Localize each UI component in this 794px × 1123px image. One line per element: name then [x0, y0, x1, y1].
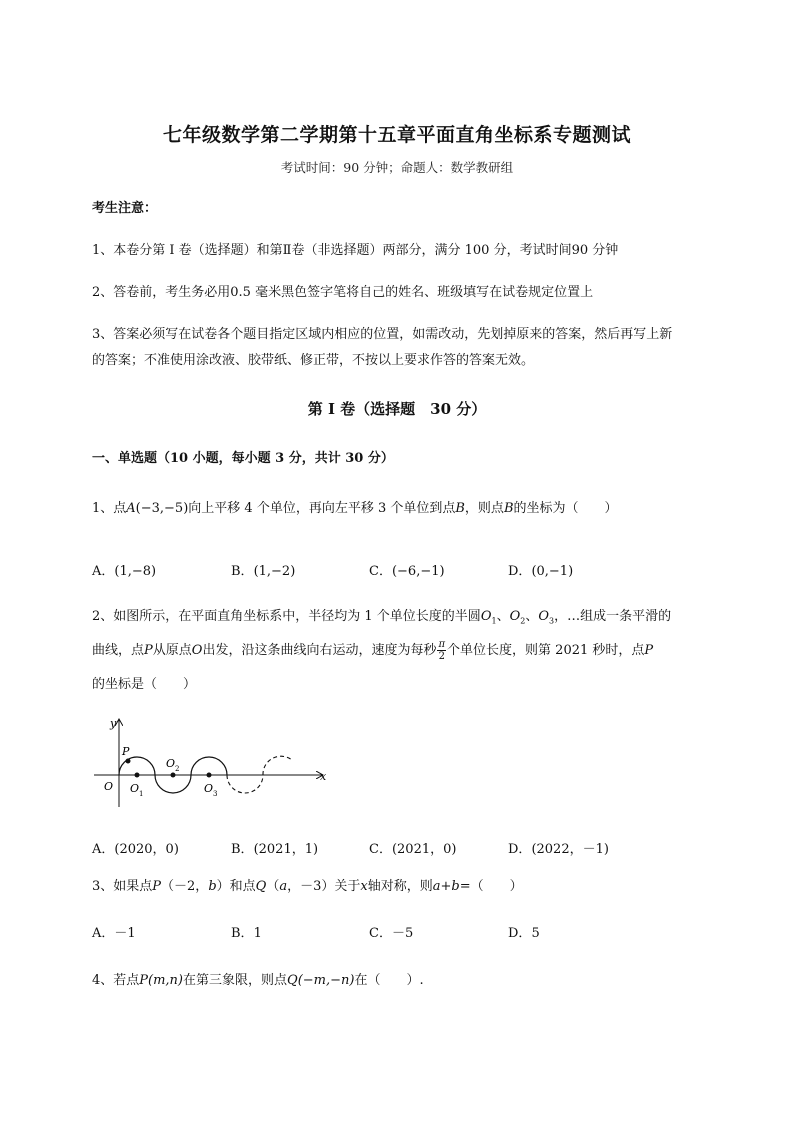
pi-over-2-fraction: $\frac{\pi}{2}$ — [438, 639, 446, 662]
q1-option-d[interactable]: D．(0,−1) — [508, 564, 574, 579]
page-subtitle: 考试时间：90 分钟；命题人：数学教研组 — [280, 160, 514, 175]
semicircle-o3 — [191, 757, 227, 775]
part-title: 一、单选题（10 小题，每小题 3 分，共计 30 分） — [92, 451, 394, 466]
page-title: 七年级数学第二学期第十五章平面直角坐标系专题测试 — [162, 124, 631, 146]
q2-option-b[interactable]: B．(2021，1) — [231, 842, 319, 857]
question-2-line-3: 的坐标是（ ） — [92, 677, 197, 692]
q3-option-a[interactable]: A．－1 — [92, 926, 136, 941]
notice-item-3-cont: 的答案；不准使用涂改液、胶带纸、修正带，不按以上要求作答的答案无效。 — [92, 353, 535, 368]
question-4: 4、若点P(m,n)在第三象限，则点Q(−m,−n)在（ ）. — [92, 973, 424, 988]
o1-label: O — [130, 782, 140, 795]
q1-option-b[interactable]: B．(1,−2) — [231, 564, 296, 579]
notice-heading: 考生注意： — [92, 201, 158, 216]
point-o2 — [171, 773, 176, 778]
notice-item-1: 1、本卷分第 I 卷（选择题）和第Ⅱ卷（非选择题）两部分，满分 100 分，考试时间90 分钟 — [92, 243, 619, 258]
question-1: 1、点A(−3,−5)向上平移 4 个单位，再向左平移 3 个单位到点B，则点B的坐标为（ ） — [92, 501, 618, 516]
point-o1 — [135, 773, 140, 778]
o2-label: O — [166, 757, 176, 770]
origin-label: O — [104, 780, 114, 793]
semicircle-dashed-2 — [263, 756, 292, 775]
q2-option-c[interactable]: C．(2021，0) — [369, 842, 457, 857]
semicircle-curve-figure — [92, 712, 332, 812]
q3-option-c[interactable]: C．－5 — [369, 926, 414, 941]
q3-option-d[interactable]: D．5 — [508, 926, 540, 941]
notice-item-2: 2、答卷前，考生务必用0.5 毫米黑色签字笔将自己的姓名、班级填写在试卷规定位置上 — [92, 285, 594, 300]
point-p — [126, 759, 131, 764]
q2-option-d[interactable]: D．(2022，－1) — [508, 842, 609, 857]
q3-option-b[interactable]: B．1 — [231, 926, 262, 941]
o3-label: O — [204, 782, 214, 795]
o3-subscript: 3 — [213, 790, 218, 798]
p-label: P — [122, 745, 130, 758]
point-o3 — [207, 773, 212, 778]
question-3: 3、如果点P（－2，b）和点Q（a，－3）关于x轴对称，则a+b=（ ） — [92, 879, 523, 894]
x-axis-label: x — [320, 770, 327, 783]
q1-option-c[interactable]: C．(−6,−1) — [369, 564, 445, 579]
o2-subscript: 2 — [175, 765, 180, 773]
question-2-line-1: 2、如图所示，在平面直角坐标系中，半径均为 1 个单位长度的半圆$O_1$、$O_2$、$O_3$，…组成一条平滑的 — [92, 609, 672, 626]
semicircle-o1 — [119, 757, 155, 775]
semicircle-o2 — [155, 775, 191, 793]
notice-item-3: 3、答案必须写在试卷各个题目指定区域内相应的位置，如需改动，先划掉原来的答案，然后再写上新 — [92, 327, 673, 342]
q1-option-a[interactable]: A．(1,−8) — [92, 564, 157, 579]
question-2-line-2: 曲线，点P从原点O出发，沿这条曲线向右运动，速度为每秒 $\frac{\pi}{2}$ 个单位长度，则第 2021 秒时，点P — [92, 639, 654, 662]
section-title: 第 I 卷（选择题 30 分） — [307, 400, 487, 418]
semicircle-dashed-1 — [227, 775, 263, 793]
q2-option-a[interactable]: A．(2020，0) — [92, 842, 179, 857]
o1-subscript: 1 — [139, 790, 144, 798]
y-axis-label: y — [110, 717, 117, 730]
